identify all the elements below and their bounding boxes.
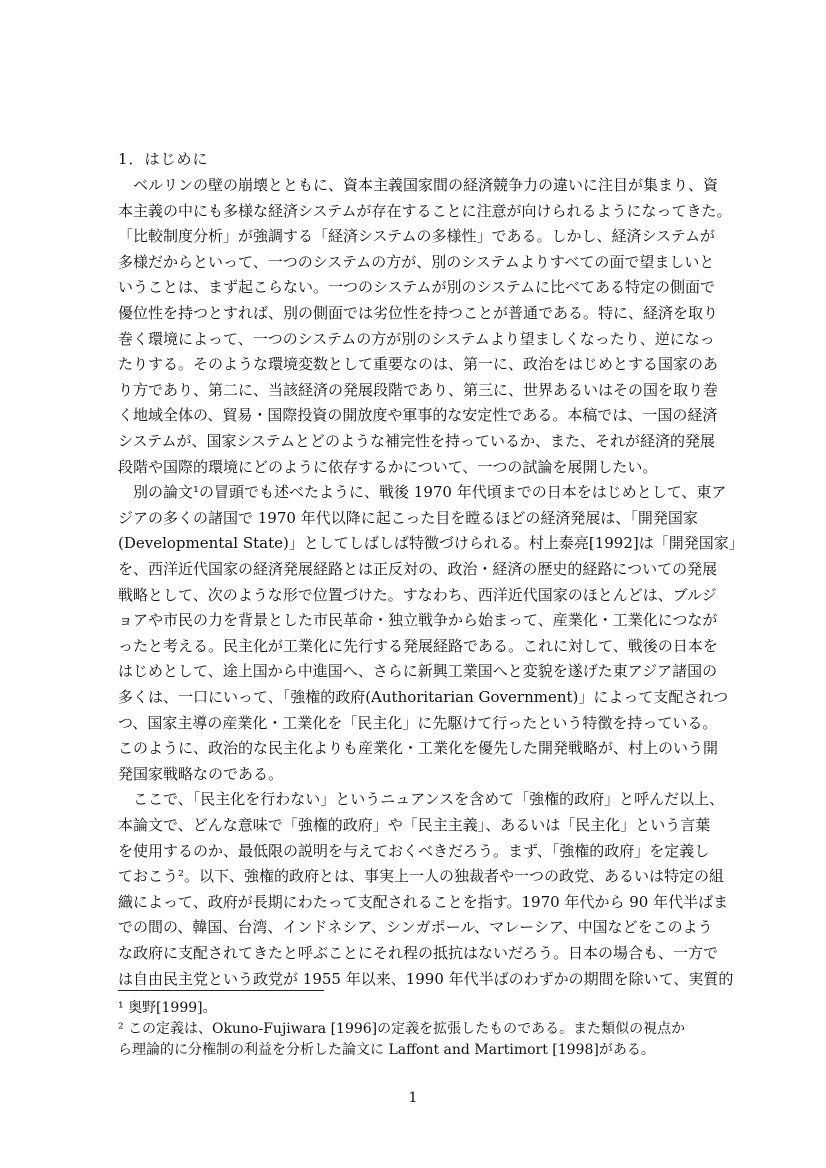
body-line: 優位性を持つとすれば、別の側面では劣位性を持つことが普通である。特に、経済を取り	[118, 304, 719, 322]
body-line: 多様だからといって、一つのシステムの方が、別のシステムよりすべての面で望ましいと	[118, 252, 715, 271]
body-line: 「比較制度分析」が強調する「経済システムの多様性」である。しかし、経済システムが	[118, 227, 716, 246]
body-line: このように、政治的な民主化よりも産業化・工業化を優先した開発戦略が、村上のいう開	[118, 739, 719, 758]
body-line: での間の、韓国、台湾、インドネシア、シンガポール、マレーシア、中国などをこのよう	[118, 918, 713, 937]
body-line: ったと考える。民主化が工業化に先行する発展経路である。これに対して、戦後の日本を	[118, 636, 718, 655]
body-line: り方であり、第二に、当該経済の発展段階であり、第三に、世界あるいはその国を取り巻	[118, 380, 719, 399]
body-line: ョアや市民の力を背景とした市民革命・独立戦争から始まって、産業化・工業化につなが	[118, 611, 718, 630]
body-line: たりする。そのような環境変数として重要なのは、第一に、政治をはじめとする国家のあ	[118, 355, 719, 374]
body-line: ここで、「民主化を行わない」というニュアンスを含めて「強権的政府」と呼んだ以上、	[118, 790, 725, 809]
body-line: ベルリンの壁の崩壊とともに、資本主義国家間の経済競争力の違いに注目が集まり、資	[118, 176, 719, 194]
body-line: 巻く環境によって、一つのシステムの方が別のシステムより望ましくなったり、逆になっ	[118, 329, 715, 348]
body-line: 戦略として、次のような形で位置づけた。すなわち、西洋近代国家のほとんどは、ブルジ	[118, 585, 717, 604]
body-line: を使用するのか、最低限の説明を与えておくべきだろう。まず、「強権的政府」を定義し	[118, 841, 710, 860]
body-line: (Developmental State)」としてしばしば特徴づけられる。村上泰亮[1992]は「開発国家」	[118, 534, 744, 553]
body-line: 段階や国際的環境にどのように依存するかについて、一つの試論を展開したい。	[118, 457, 658, 476]
body-line: システムが、国家システムとどのような補完性を持っているか、また、それが経済的発展	[118, 432, 716, 450]
footnote-line: ² この定義は、Okuno-Fujiwara [1996]の定義を拡張したものである。また類似の視点か	[118, 1021, 686, 1037]
body-line: ておこう²。以下、強権的政府とは、事実上一人の独裁者や一つの政党、あるいは特定の組	[118, 867, 725, 886]
section-heading: 1．はじめに	[118, 150, 209, 168]
footnote-divider	[118, 990, 324, 991]
body-line: な政府に支配されてきたと呼ぶことにそれ程の抵抗はないだろう。日本の場合も、一方で	[118, 944, 719, 962]
footnote-line: ら理論的に分権制の利益を分析した論文に Laffont and Martimort [1998]がある。	[118, 1042, 655, 1058]
body-line: ジアの多くの諸国で 1970 年代以降に起こった目を瞠るほどの経済発展は、「開発国家	[118, 508, 698, 527]
body-line: いうことは、まず起こらない。一つのシステムが別のシステムに比べてある特定の側面で	[118, 278, 716, 297]
body-line: 本主義の中にも多様な経済システムが存在することに注意が向けられるようになってきた。	[118, 201, 732, 220]
body-line: を、西洋近代国家の経済発展経路とは正反対の、政治・経済の歴史的経路についての発展	[118, 560, 718, 578]
body-line: 織によって、政府が長期にわたって支配されることを指す。1970 年代から 90 年代半ばま	[118, 892, 729, 911]
body-line: く地域全体の、貿易・国際投資の開放度や軍事的な安定性である。本稿では、一国の経済	[118, 406, 718, 425]
body-line: はじめとして、途上国から中進国へ、さらに新興工業国へと変貌を遂げた東アジア諸国の	[118, 662, 718, 681]
page-number: 1	[408, 1090, 418, 1106]
body-line: つ、国家主導の産業化・工業化を「民主化」に先駆けて行ったという特徴を持っている。	[118, 713, 718, 732]
body-line: 発国家戦略なのである。	[118, 764, 284, 783]
body-line: は自由民主党という政党が 1955 年以来、1990 年代半ばのわずかの期間を除いて、実質的	[118, 969, 734, 988]
body-line: 別の論文¹の冒頭でも述べたように、戦後 1970 年代頃までの日本をはじめとして、東ア	[118, 483, 727, 502]
body-line: 多くは、一口にいって、「強権的政府(Authoritarian Government)」によって支配されつ	[118, 688, 729, 706]
body-line: 本論文で、どんな意味で「強権的政府」や「民主主義」、あるいは「民主化」という言葉	[118, 816, 711, 834]
footnote-line: ¹ 奥野[1999]。	[118, 1000, 217, 1016]
